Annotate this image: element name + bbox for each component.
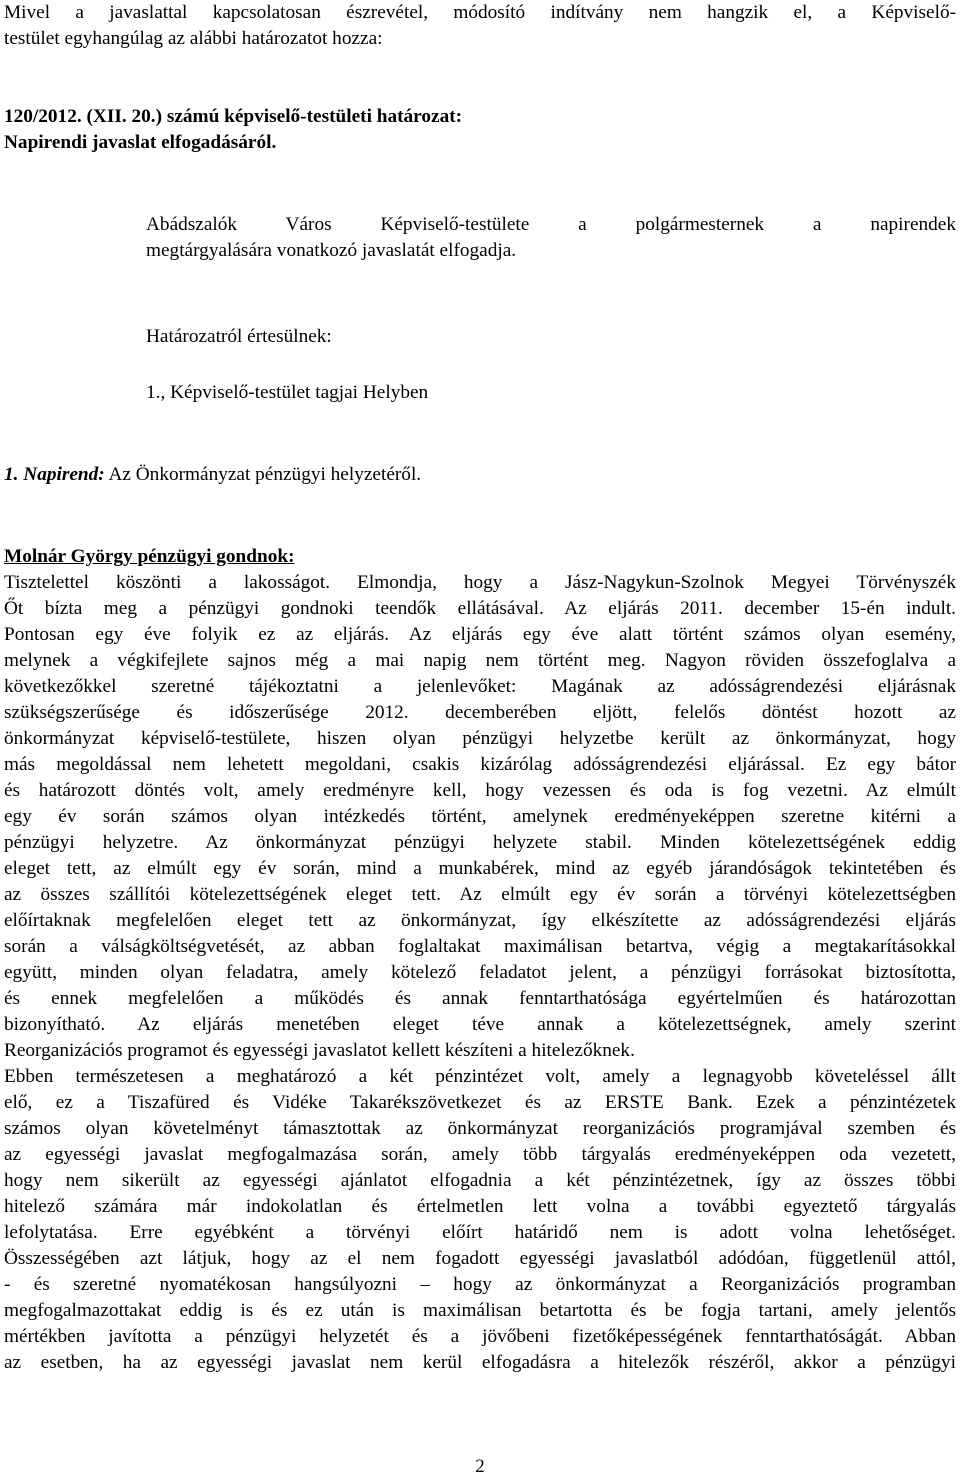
speaker-name: Molnár György pénzügyi gondnok: [4,546,295,567]
body-line: az esetben, ha az egyességi javaslat nem kerül elfogadásra a hitelezők részéről, akkor a pénzügyi [4,1352,956,1373]
agenda-title: Az Önkormányzat pénzügyi helyzetéről. [104,464,422,485]
body-line: Őt bízta meg a pénzügyi gondnoki teendők ellátásával. Az eljárás 2011. december 15-én indult. [4,598,956,619]
resolution-text-line-1: Abádszalók Város Képviselő-testülete a polgármesternek a napirendek [146,214,956,235]
body-line: lefolytatása. Erre egyébként a törvényi előírt határidő nem is adott volna lehetőséget. [4,1222,956,1243]
body-line: során a válságköltségvetését, az abban foglaltakat maximálisan betartva, végig a megtakarításokkal [4,936,956,957]
agenda-heading [4,462,956,488]
body-line: és ennek megfelelően a működés és annak fenntarthatósága egyértelműen és határozottan [4,988,956,1009]
notify-heading: Határozatról értesülnek: [146,326,332,347]
body-line: bizonyítható. Az eljárás menetében eleget téve annak a kötelezettségnek, amely szerint [4,1014,956,1035]
body-line: együtt, minden olyan feladatra, amely kötelező feladatot jelent, a pénzügyi forrásokat biztosította, [4,962,956,983]
body-line: más megoldással nem lehetett megoldani, csakis kizárólag adósságrendezési eljárással. Ez egy bátor [4,754,956,775]
body-line: eleget tett, az elmúlt egy év során, mind a munkabérek, mind az egyéb járandóságok tekintetében és [4,858,956,879]
agenda-number: 1. Napirend: [4,464,105,485]
body-line: és határozott döntés volt, amely eredményre kell, hogy vezessen és oda is fog vezetni. Az elmúlt [4,780,956,801]
body-line: hitelező számára már indokolatlan és értelmetlen lett volna a további egyeztető tárgyalás [4,1196,956,1217]
notify-item: 1., Képviselő-testület tagjai Helyben [146,382,429,403]
body-line: következőkkel szeretné tájékoztatni a jelenlevőket: Magának az adósságrendezési eljárásnak [4,676,956,697]
body-line: egy év során számos olyan intézkedés történt, amelynek eredményeképpen szeretne kitérni a [4,806,956,827]
body-line: hogy nem sikerült az egyességi ajánlatot elfogadnia a két pénzintézetnek, így az összes többi [4,1170,956,1191]
body-line: - és szeretné nyomatékosan hangsúlyozni – hogy az önkormányzat a Reorganizációs programban [4,1274,956,1295]
body-line: Reorganizációs programot és egyességi javaslatot kellett készíteni a hitelezőknek. [4,1040,635,1061]
body-line: szükségszerűsége és időszerűsége 2012. decemberében eljött, felelős döntést hozott az [4,702,956,723]
body-line: önkormányzat képviselő-testülete, hiszen olyan pénzügyi helyzetbe került az önkormányzat, hogy [4,728,956,749]
body-line: elő, ez a Tiszafüred és Vidéke Takarékszövetkezet és az ERSTE Bank. Ezek a pénzintézetek [4,1092,956,1113]
body-line: számos olyan követelményt támasztottak az önkormányzat reorganizációs programjával szemben és [4,1118,956,1139]
body-line: előírtaknak megfelelően eleget tett az önkormányzat, így elkészítette az adósságrendezési eljárás [4,910,956,931]
resolution-subject: Napirendi javaslat elfogadásáról. [4,132,277,153]
body-line: az összes szállítói kötelezettségének eleget tett. Az elmúlt egy év során a törvényi kötelezettségben [4,884,956,905]
body-line: Összességében azt látjuk, hogy az el nem fogadott egyességi javaslatból adódóan, függetlenül attól, [4,1248,956,1269]
resolution-number: 120/2012. (XII. 20.) számú képviselő-testületi határozat: [4,106,463,127]
intro-line-2: testület egyhangúlag az alábbi határozatot hozza: [4,28,383,49]
body-line: Pontosan egy éve folyik ez az eljárás. Az eljárás egy éve alatt történt számos olyan esemény, [4,624,956,645]
body-line: Ebben természetesen a meghatározó a két pénzintézet volt, amely a legnagyobb követeléssel állt [4,1066,956,1087]
body-line: az egyességi javaslat megfogalmazása során, amely több tárgyalás eredményeképpen oda vezetett, [4,1144,956,1165]
body-line: mértékben javította a pénzügyi helyzetét és a jövőbeni fizetőképességének fenntarthatóságát. Abban [4,1326,956,1347]
resolution-text-line-2: megtárgyalására vonatkozó javaslatát elfogadja. [146,240,517,261]
body-line: megfogalmazottakat eddig is és ez után is maximálisan betartotta és be fogja tartani, amely jelentős [4,1300,956,1321]
page-number: 2 [475,1456,485,1477]
body-line: pénzügyi helyzetre. Az önkormányzat pénzügyi helyzete stabil. Minden kötelezettségének eddig [4,832,956,853]
intro-line-1: Mivel a javaslattal kapcsolatosan észrevétel, módosító indítvány nem hangzik el, a Képviselő- [4,2,956,23]
body-line: melynek a végkifejlete sajnos még a mai napig nem történt meg. Nagyon röviden összefoglalva a [4,650,956,671]
body-line: Tisztelettel köszönti a lakosságot. Elmondja, hogy a Jász-Nagykun-Szolnok Megyei Törvényszék [4,572,956,593]
